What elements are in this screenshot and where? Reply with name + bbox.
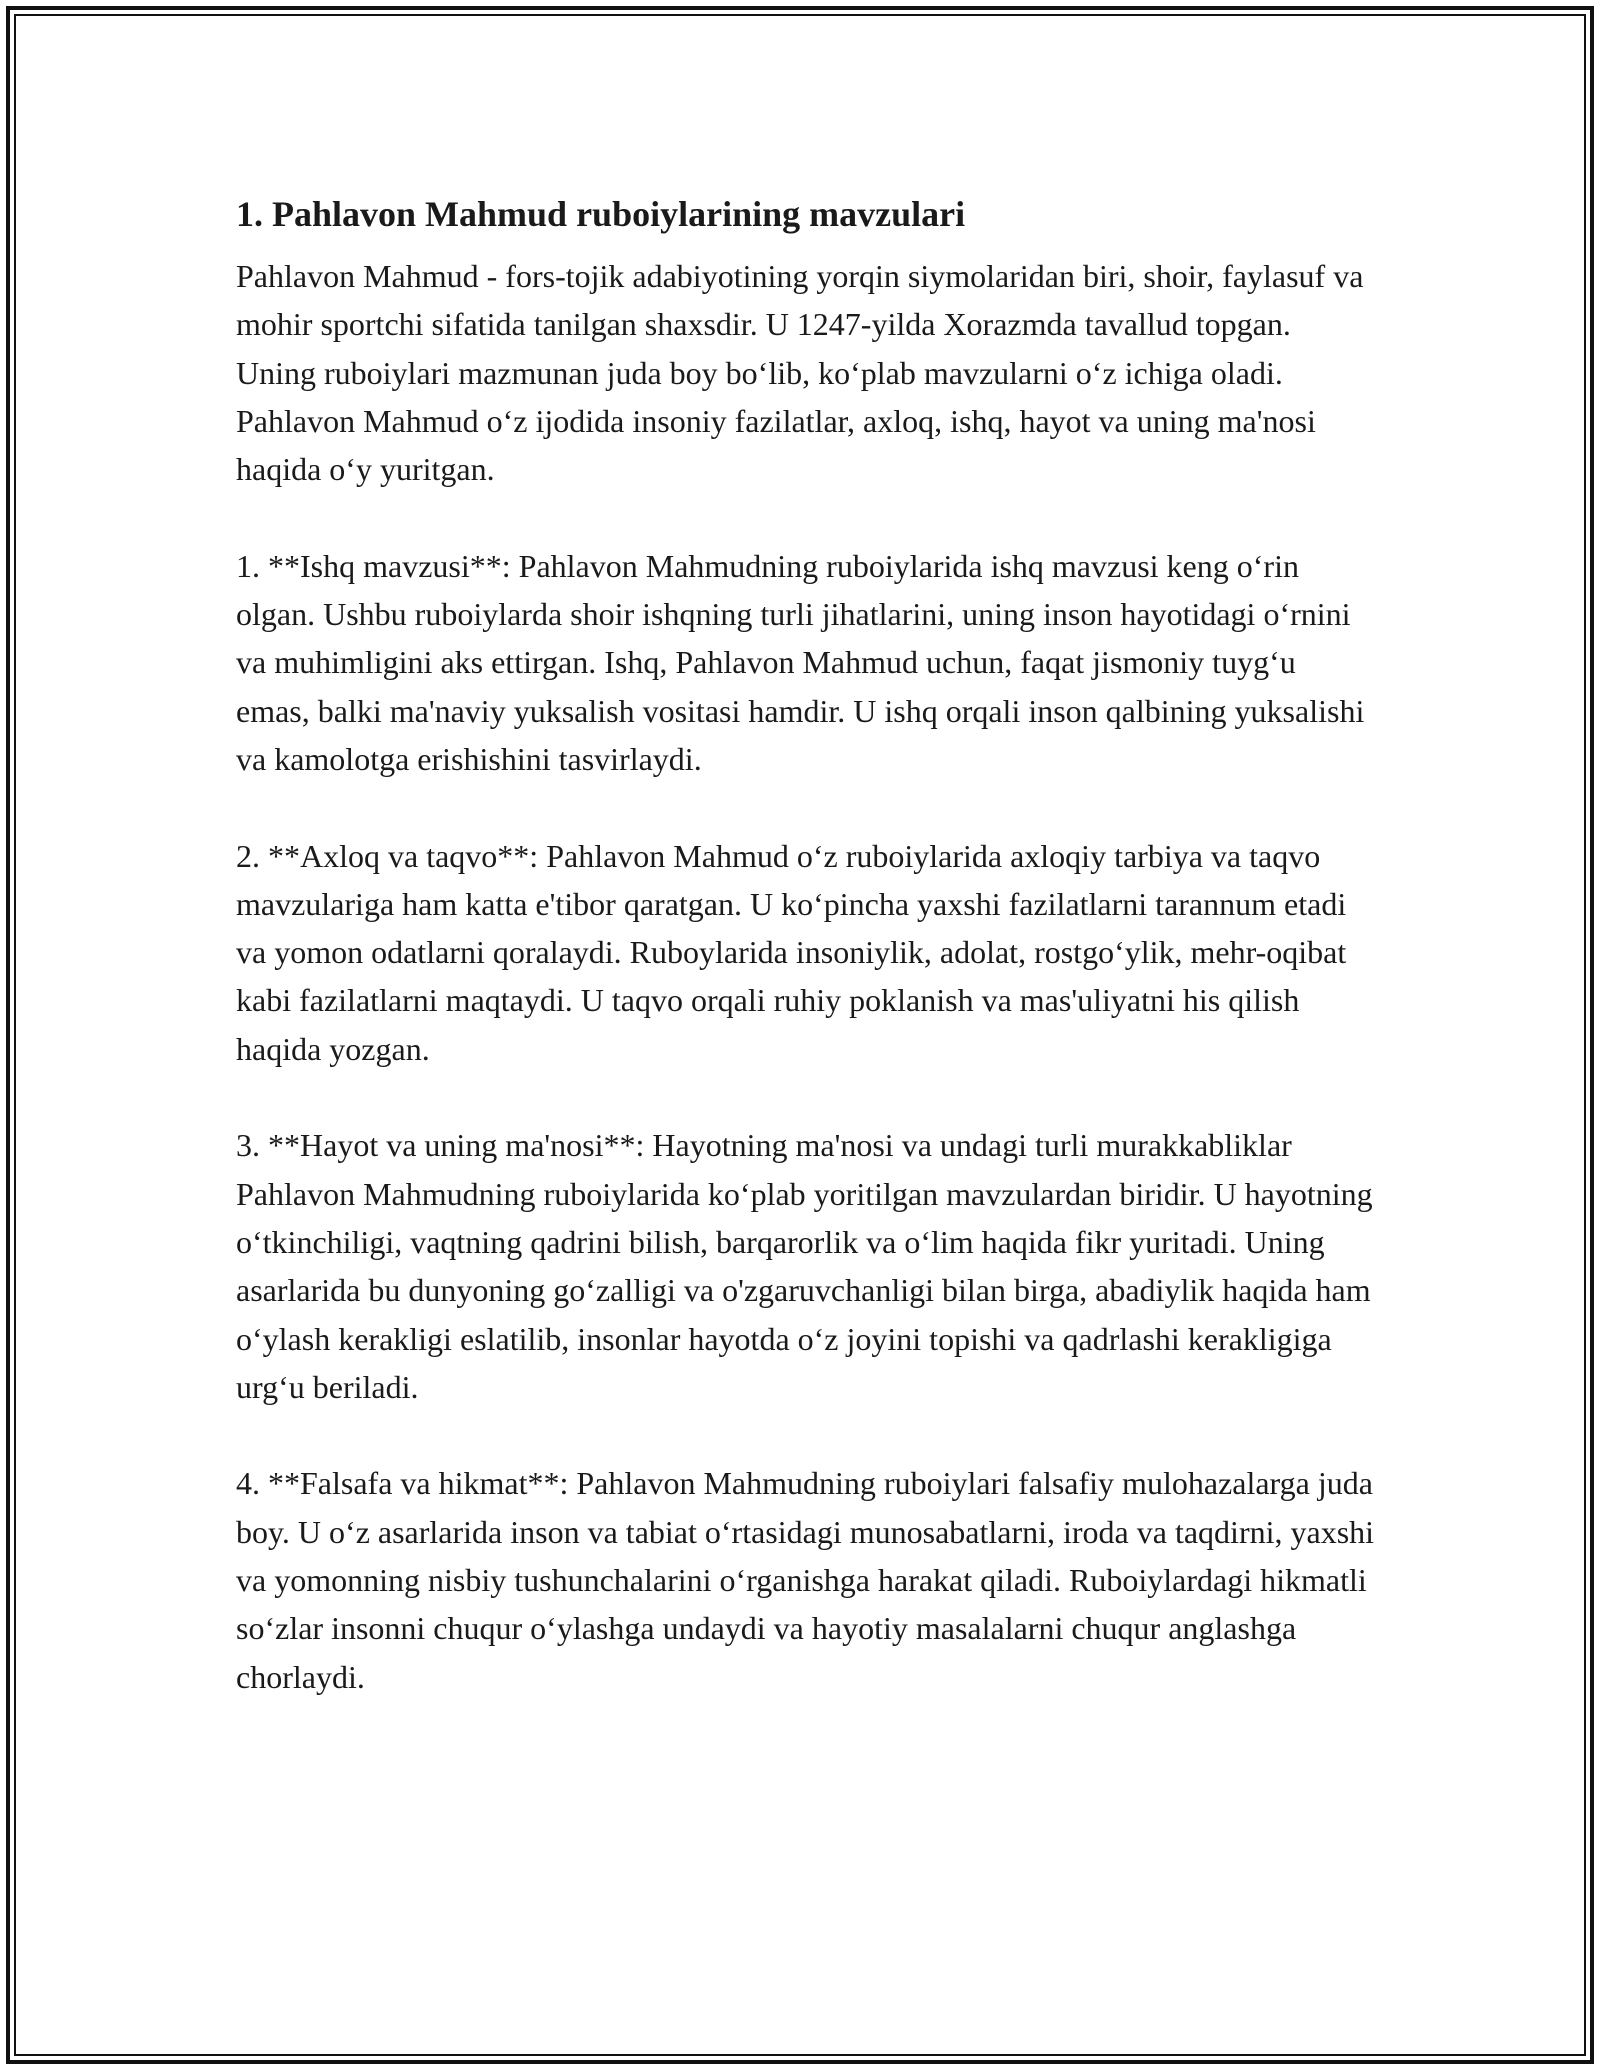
document-body	[236, 186, 1376, 1749]
paragraph-falsafa-va-hikmat: 4. **Falsafa va hikmat**: Pahlavon Mahmudning ruboiylari falsafiy mulohazalarga juda boy. U o‘z asarlarida inson va tabiat o‘rtasidagi munosabatlarni, iroda va taqdirni, yaxshi va yomonning nisbiy tushunchalarini o‘rganishga harakat qiladi. Ruboiylardagi hikmatli so‘zlar insonni chuqur o‘ylashga undaydi va hayotiy masalalarni chuqur anglashga chorlaydi.	[236, 1465, 1375, 1695]
paragraph-hayot-va-manosi: 3. **Hayot va uning ma'nosi**: Hayotning ma'nosi va undagi turli murakkabliklar Pahlavon Mahmudning ruboiylarida ko‘plab yoritilgan mavzulardan biridir. U hayotning o‘tkinchiligi, vaqtning qadrini bilish, barqarorlik va o‘lim haqida fikr yuritadi. Uning asarlarida bu dunyoning go‘zalligi va o'zgaruvchanligi bilan birga, abadiylik haqida ham o‘ylash kerakligi eslatilib, insonlar hayotda o‘z joyini topishi va qadrlashi kerakligiga urg‘u beriladi.	[236, 1127, 1373, 1405]
paragraph-axloq-va-taqvo: 2. **Axloq va taqvo**: Pahlavon Mahmud o‘z ruboiylarida axloqiy tarbiya va taqvo mavzulariga ham katta e'tibor qaratgan. U ko‘pincha yaxshi fazilatlarni tarannum etadi va yomon odatlarni qoralaydi. Ruboylarida insoniylik, adolat, rostgo‘ylik, mehr-oqibat kabi fazilatlarni maqtaydi. U taqvo orqali ruhiy poklanish va mas'uliyatni his qilish haqida yozgan.	[236, 837, 1347, 1067]
paragraph-ishq-mavzusi: 1. **Ishq mavzusi**: Pahlavon Mahmudning ruboiylarida ishq mavzusi keng o‘rin olgan. Ushbu ruboiylarda shoir ishqning turli jihatlarini, uning inson hayotidagi o‘rnini va muhimligini aks ettirgan. Ishq, Pahlavon Mahmud uchun, faqat jismoniy tuyg‘u emas, balki ma'naviy yuksalish vositasi hamdir. U ishq orqali inson qalbining yuksalishi va kamolotga erishishini tasvirlaydi.	[236, 547, 1365, 777]
page-title: 1. Pahlavon Mahmud ruboiylarining mavzulari	[236, 194, 966, 234]
intro-paragraph: Pahlavon Mahmud - fors-tojik adabiyotining yorqin siymolaridan biri, shoir, faylasuf va mohir sportchi sifatida tanilgan shaxsdir. U 1247-yilda Xorazmda tavallud topgan. Uning ruboiylari mazmunan juda boy bo‘lib, ko‘plab mavzularni o‘z ichiga oladi. Pahlavon Mahmud o‘z ijodida insoniy fazilatlar, axloq, ishq, hayot va uning ma'nosi haqida o‘y yuritgan.	[236, 258, 1364, 488]
